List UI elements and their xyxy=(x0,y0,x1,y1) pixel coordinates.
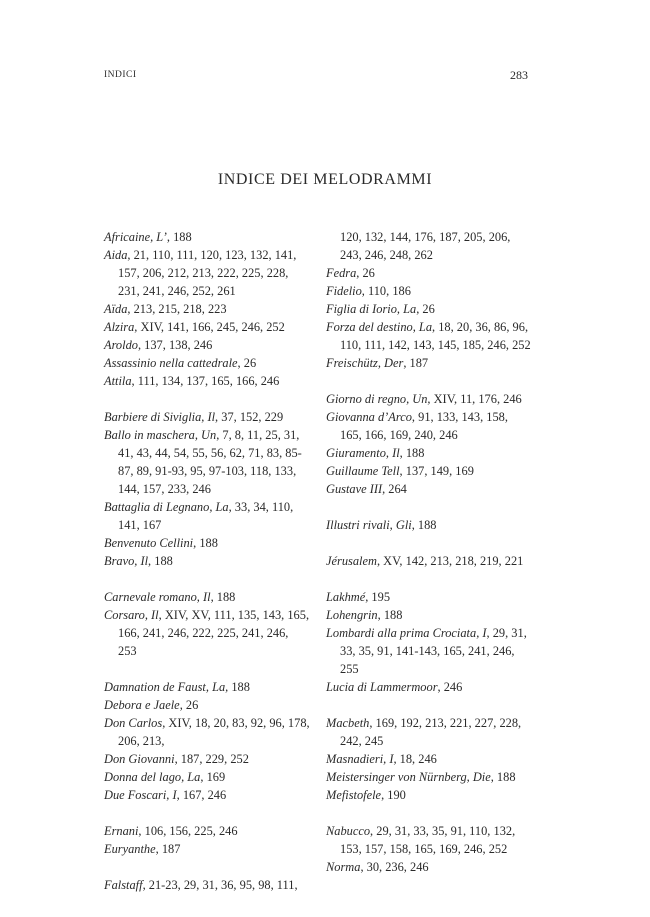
index-entry xyxy=(104,300,310,318)
index-entry xyxy=(326,750,532,768)
opera-title: Debora e Jaele xyxy=(104,698,180,712)
opera-title: Due Foscari, I, xyxy=(104,788,180,802)
page-references: , 26 xyxy=(237,356,257,370)
index-entry xyxy=(104,876,310,894)
index-entry xyxy=(104,696,310,714)
page-references: , 29, 31, 33, 35, 91, 110, 132, 153, 157, 158, 165, 169, 246, 252 xyxy=(340,824,516,856)
index-entry xyxy=(326,858,532,876)
index-entry xyxy=(326,300,532,318)
opera-title: Lombardi alla prima Crociata, I xyxy=(326,626,487,640)
index-entry xyxy=(104,408,310,426)
opera-title: Assassinio nella cattedrale xyxy=(104,356,238,370)
opera-title: Freischütz, Der xyxy=(326,356,404,370)
index-entry xyxy=(104,786,310,804)
entry-group-gap xyxy=(104,804,310,822)
opera-title: Nabucco xyxy=(326,824,371,838)
page-references: , 187 xyxy=(403,356,429,370)
page-references: , XIV, 141, 166, 245, 246, 252 xyxy=(134,320,285,334)
page-references: , 37, 152, 229 xyxy=(215,410,284,424)
opera-title: Africaine, L’ xyxy=(104,230,167,244)
index-entry xyxy=(326,228,532,264)
page-references: , XV, 142, 213, 218, 219, 221 xyxy=(376,554,524,568)
page-references: , 188 xyxy=(490,770,516,784)
index-entry xyxy=(326,714,532,750)
index-column-left xyxy=(104,228,310,894)
index-entry xyxy=(104,552,310,570)
opera-title: Giuramento, Il xyxy=(326,446,400,460)
index-entry xyxy=(104,426,310,498)
index-entry xyxy=(326,516,532,534)
opera-title: Fedra xyxy=(326,266,357,280)
opera-title: Bravo, Il xyxy=(104,554,149,568)
page-references: , 213, 215, 218, 223 xyxy=(127,302,227,316)
index-entry xyxy=(326,786,532,804)
page-references: 188 xyxy=(228,680,250,694)
opera-title: Attila xyxy=(104,374,132,388)
opera-title: Masnadieri, I, xyxy=(326,752,397,766)
index-entry xyxy=(104,606,310,660)
index-entry xyxy=(326,588,532,606)
index-column-right xyxy=(326,228,532,876)
opera-title: Lucia di Lammermoor xyxy=(326,680,438,694)
page-references: , 188 xyxy=(193,536,218,550)
page-references: , 33, 34, 110, 141, 167 xyxy=(118,500,294,532)
entry-group-gap xyxy=(104,570,310,588)
index-entry xyxy=(326,318,532,354)
page-references: , 188 xyxy=(166,230,192,244)
opera-title: Forza del destino, La xyxy=(326,320,433,334)
opera-title: Benvenuto Cellini xyxy=(104,536,194,550)
index-entry xyxy=(104,750,310,768)
index-title: INDICE DEI MELODRAMMI xyxy=(217,171,433,188)
opera-title: Donna del lago, La xyxy=(104,770,201,784)
entry-group-gap xyxy=(326,696,532,714)
entry-group-gap xyxy=(326,498,532,516)
opera-title: Macbeth xyxy=(326,716,370,730)
opera-title: Mefistofele xyxy=(326,788,382,802)
opera-title: Gustave III xyxy=(326,482,383,496)
opera-title: Ballo in maschera, Un xyxy=(104,428,217,442)
index-entry xyxy=(326,264,532,282)
page-references: , 29, 31, 33, 35, 91, 141-143, 165, 241, 246, 255 xyxy=(340,626,527,676)
page-references: , 264 xyxy=(382,482,407,496)
opera-title: Battaglia di Legnano, La xyxy=(104,500,229,514)
opera-title: Jérusalem xyxy=(326,554,377,568)
page-references: , 246 xyxy=(437,680,463,694)
index-entry xyxy=(326,408,532,444)
page-references: , 30, 236, 246 xyxy=(360,860,429,874)
entry-group-gap xyxy=(104,660,310,678)
page-references: , 137, 138, 246 xyxy=(137,338,213,352)
page-references: , 18, 20, 36, 86, 96, 110, 111, 142, 143, 145, 185, 246, 252 xyxy=(340,320,531,352)
entry-group-gap xyxy=(326,372,532,390)
index-entry xyxy=(104,336,310,354)
running-head: INDICI xyxy=(104,70,137,80)
index-entry xyxy=(104,588,310,606)
page-references: , 106, 156, 225, 246 xyxy=(138,824,238,838)
index-entry xyxy=(104,678,310,696)
opera-title: Carnevale romano, Il, xyxy=(104,590,214,604)
opera-title: Don Giovanni xyxy=(104,752,175,766)
index-entry xyxy=(326,768,532,786)
opera-title: Lohengrin xyxy=(326,608,378,622)
index-entry xyxy=(104,714,310,750)
index-entry xyxy=(326,624,532,678)
page-references: , 169, 192, 213, 221, 227, 228, 242, 245 xyxy=(340,716,522,748)
opera-title: Fidelio xyxy=(326,284,362,298)
page-references: 120, 132, 144, 176, 187, 205, 206, 243, 246, 248, 262 xyxy=(340,230,511,262)
page-references: XIV, 11, 176, 246 xyxy=(430,392,522,406)
entry-group-gap xyxy=(104,858,310,876)
page-references: , 21, 110, 111, 120, 123, 132, 141, 157, 206, 212, 213, 222, 225, 228, 231, 241, 246, 252, 261 xyxy=(118,248,297,298)
index-entry xyxy=(104,768,310,786)
opera-title: Giovanna d’Arco xyxy=(326,410,412,424)
page-references: , 188 xyxy=(411,518,437,532)
index-entry xyxy=(326,606,532,624)
page-references: , XIV, 18, 20, 83, 92, 96, 178, 206, 213, xyxy=(118,716,310,748)
page-references: , 7, 8, 11, 25, 31, 41, 43, 44, 54, 55, 56, 62, 71, 83, 85-87, 89, 91-93, 95, 97-103, 118, 133, 144, 157, 233, 246 xyxy=(118,428,302,496)
index-entry xyxy=(326,390,532,408)
page-references: , XIV, XV, 111, 135, 143, 165, 166, 241, 246, 222, 225, 241, 246, 253 xyxy=(118,608,310,658)
page-references: , 187, 229, 252 xyxy=(174,752,249,766)
page-references: , 110, 186 xyxy=(361,284,411,298)
page-references: , 26 xyxy=(416,302,435,316)
opera-title: Barbiere di Siviglia, Il xyxy=(104,410,216,424)
opera-title: Don Carlos xyxy=(104,716,163,730)
opera-title: Norma xyxy=(326,860,361,874)
index-entry xyxy=(326,480,532,498)
page-references: , 188 xyxy=(399,446,425,460)
opera-title: Giorno di regno, Un, xyxy=(326,392,431,406)
opera-title: Lakhmé xyxy=(326,590,366,604)
entry-group-gap xyxy=(326,534,532,552)
opera-title: Corsaro, Il xyxy=(104,608,159,622)
opera-title: Meistersinger von Nürnberg, Die xyxy=(326,770,491,784)
index-entry xyxy=(104,498,310,534)
page-references: 167, 246 xyxy=(179,788,227,802)
opera-title: Aida xyxy=(104,248,128,262)
index-entry xyxy=(104,246,310,300)
index-entry xyxy=(326,354,532,372)
opera-title: Euryanthe xyxy=(104,842,156,856)
opera-title: Guillaume Tell xyxy=(326,464,400,478)
page-references: 188 xyxy=(213,590,236,604)
opera-title: Ernani xyxy=(104,824,139,838)
opera-title: Illustri rivali, Gli xyxy=(326,518,412,532)
index-entry xyxy=(104,840,310,858)
page-references: , 111, 134, 137, 165, 166, 246 xyxy=(131,374,280,388)
page-references: , 137, 149, 169 xyxy=(399,464,474,478)
index-entry xyxy=(104,534,310,552)
index-entry xyxy=(104,822,310,840)
page-references: , 187 xyxy=(155,842,181,856)
page-references: , 188 xyxy=(148,554,173,568)
index-entry xyxy=(326,462,532,480)
opera-title: Figlia di Iorio, La xyxy=(326,302,417,316)
entry-group-gap xyxy=(326,570,532,588)
opera-title: Falstaff xyxy=(104,878,143,892)
page-references: , 91, 133, 143, 158, 165, 166, 169, 240, 246 xyxy=(340,410,508,442)
opera-title: Aïda xyxy=(104,302,128,316)
page-references: , 26 xyxy=(356,266,375,280)
page-references: , 195 xyxy=(365,590,391,604)
page-references: 18, 246 xyxy=(396,752,437,766)
opera-title: Aroldo xyxy=(104,338,138,352)
page-references: , 169 xyxy=(200,770,226,784)
page-references: , 26 xyxy=(179,698,199,712)
index-entry xyxy=(326,444,532,462)
index-entry xyxy=(104,318,310,336)
index-entry xyxy=(326,282,532,300)
page-references: , 190 xyxy=(381,788,406,802)
opera-title: Damnation de Faust, La, xyxy=(104,680,229,694)
entry-group-gap xyxy=(326,804,532,822)
index-entry xyxy=(326,822,532,858)
index-entry xyxy=(104,228,310,246)
page-references: , 21-23, 29, 31, 36, 95, 98, 111, xyxy=(142,878,298,892)
page-number: 283 xyxy=(510,68,528,82)
index-entry xyxy=(326,552,532,570)
index-entry xyxy=(104,354,310,372)
page-references: , 188 xyxy=(377,608,403,622)
index-entry xyxy=(104,372,310,390)
opera-title: Alzira xyxy=(104,320,135,334)
entry-group-gap xyxy=(104,390,310,408)
index-entry xyxy=(326,678,532,696)
